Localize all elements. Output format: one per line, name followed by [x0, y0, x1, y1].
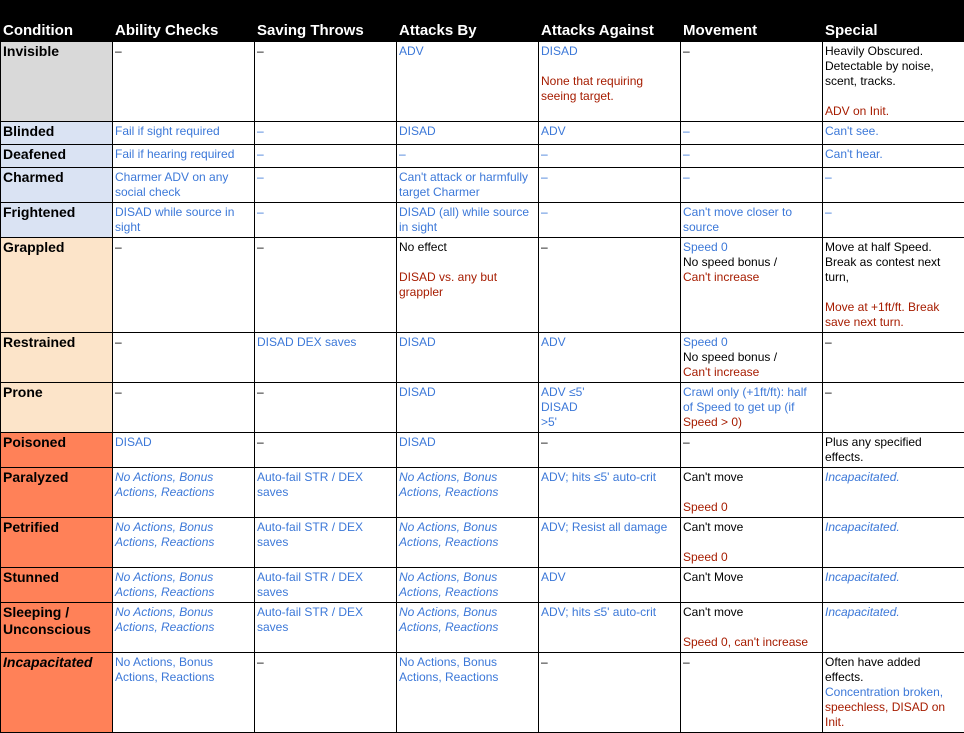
cell-movement — [681, 653, 823, 733]
cell-text: – — [683, 435, 819, 450]
cell-text: No Actions, Bonus Actions, Reactions — [115, 520, 251, 550]
cell-text — [399, 255, 535, 270]
condition-name: Charmed — [1, 168, 113, 203]
cell-text: Move at +1ft/ft. Break save next turn. — [825, 300, 961, 330]
cell-special — [823, 433, 964, 468]
cell-saving-throws — [255, 168, 397, 203]
cell-attacks-by — [397, 518, 539, 568]
cell-text: – — [115, 335, 251, 350]
cell-movement — [681, 333, 823, 383]
cell-movement — [681, 568, 823, 603]
cell-text: No speed bonus / — [683, 255, 819, 270]
cell-text: – — [257, 385, 393, 400]
cell-saving-throws — [255, 122, 397, 145]
table-row — [1, 168, 964, 203]
cell-text: Incapacitated. — [825, 470, 961, 485]
cell-text: No Actions, Bonus Actions, Reactions — [115, 655, 251, 685]
cell-saving-throws — [255, 238, 397, 333]
cell-text: DISAD — [399, 385, 535, 400]
cell-text: Speed 0, can't increase — [683, 635, 819, 650]
table-row — [1, 203, 964, 238]
cell-text: speechless, DISAD on Init. — [825, 700, 961, 730]
cell-text: – — [257, 44, 393, 59]
header-condition: Condition — [1, 1, 113, 42]
cell-text: ADV; hits ≤5' auto-crit — [541, 470, 677, 485]
table-row — [1, 603, 964, 653]
header-row — [1, 1, 964, 42]
cell-movement — [681, 145, 823, 168]
cell-text — [683, 620, 819, 635]
cell-text: Speed 0 — [683, 240, 819, 255]
cell-text: – — [683, 655, 819, 670]
cell-text: Concentration broken, — [825, 685, 961, 700]
cell-text: DISAD DEX saves — [257, 335, 393, 350]
condition-name: Restrained — [1, 333, 113, 383]
cell-text: No Actions, Bonus Actions, Reactions — [399, 520, 535, 550]
cell-ability-checks — [113, 203, 255, 238]
cell-attacks-by — [397, 433, 539, 468]
cell-attacks-by — [397, 122, 539, 145]
cell-text: ADV — [541, 124, 677, 139]
cell-attacks-by — [397, 568, 539, 603]
header-special: Special — [823, 1, 964, 42]
cell-text: No Actions, Bonus Actions, Reactions — [399, 470, 535, 500]
condition-name: Stunned — [1, 568, 113, 603]
cell-movement — [681, 603, 823, 653]
cell-movement — [681, 383, 823, 433]
cell-attacks-against — [539, 568, 681, 603]
cell-text — [825, 285, 961, 300]
cell-ability-checks — [113, 433, 255, 468]
cell-text: ADV — [541, 570, 677, 585]
cell-text: Move at half Speed. Break as contest next turn, — [825, 240, 961, 285]
cell-attacks-against — [539, 468, 681, 518]
cell-text: Incapacitated. — [825, 570, 961, 585]
cell-saving-throws — [255, 42, 397, 122]
condition-name: Sleeping / Unconscious — [1, 603, 113, 653]
condition-name: Deafened — [1, 145, 113, 168]
cell-text: Fail if sight required — [115, 124, 251, 139]
cell-text: – — [825, 170, 961, 185]
cell-text: DISAD — [541, 44, 677, 59]
cell-text: – — [683, 124, 819, 139]
cell-text: Can't increase — [683, 365, 819, 380]
cell-saving-throws — [255, 203, 397, 238]
cell-text: ADV on Init. — [825, 104, 961, 119]
cell-text — [683, 535, 819, 550]
cell-text: Can't move — [683, 605, 819, 620]
cell-text: – — [257, 205, 393, 220]
cell-special — [823, 603, 964, 653]
cell-special — [823, 42, 964, 122]
cell-special — [823, 383, 964, 433]
condition-name: Blinded — [1, 122, 113, 145]
cell-ability-checks — [113, 568, 255, 603]
cell-text: Incapacitated. — [825, 605, 961, 620]
cell-ability-checks — [113, 333, 255, 383]
table-row — [1, 42, 964, 122]
cell-saving-throws — [255, 468, 397, 518]
cell-text: No Actions, Bonus Actions, Reactions — [115, 470, 251, 500]
condition-name: Invisible — [1, 42, 113, 122]
cell-text: >5' — [541, 415, 677, 430]
cell-text: ADV — [399, 44, 535, 59]
cell-text: Charmer ADV on any social check — [115, 170, 251, 200]
cell-attacks-by — [397, 603, 539, 653]
cell-text: – — [257, 435, 393, 450]
cell-text: DISAD — [115, 435, 251, 450]
cell-text: – — [541, 170, 677, 185]
header-movement: Movement — [681, 1, 823, 42]
cell-attacks-by — [397, 468, 539, 518]
cell-movement — [681, 518, 823, 568]
condition-name: Petrified — [1, 518, 113, 568]
table-row — [1, 433, 964, 468]
cell-text: Can't increase — [683, 270, 819, 285]
cell-attacks-by — [397, 168, 539, 203]
cell-attacks-by — [397, 203, 539, 238]
cell-text: Speed 0 — [683, 500, 819, 515]
cell-ability-checks — [113, 238, 255, 333]
cell-text: – — [115, 385, 251, 400]
cell-attacks-against — [539, 42, 681, 122]
condition-name: Grappled — [1, 238, 113, 333]
cell-movement — [681, 203, 823, 238]
cell-ability-checks — [113, 145, 255, 168]
table-row — [1, 568, 964, 603]
cell-text: – — [541, 147, 677, 162]
cell-movement — [681, 433, 823, 468]
cell-saving-throws — [255, 653, 397, 733]
condition-name: Prone — [1, 383, 113, 433]
cell-text: Can't move — [683, 520, 819, 535]
cell-saving-throws — [255, 333, 397, 383]
cell-attacks-by — [397, 238, 539, 333]
table-row — [1, 122, 964, 145]
cell-ability-checks — [113, 383, 255, 433]
cell-attacks-by — [397, 653, 539, 733]
table-row — [1, 653, 964, 733]
condition-name: Incapacitated — [1, 653, 113, 733]
cell-text: Can't move closer to source — [683, 205, 819, 235]
table-row — [1, 145, 964, 168]
table-row — [1, 238, 964, 333]
header-saving-throws: Saving Throws — [255, 1, 397, 42]
cell-text — [683, 485, 819, 500]
cell-ability-checks — [113, 122, 255, 145]
cell-ability-checks — [113, 168, 255, 203]
cell-text — [541, 59, 677, 74]
cell-text: DISAD vs. any but grappler — [399, 270, 535, 300]
table-body — [1, 42, 964, 733]
cell-text: Fail if hearing required — [115, 147, 251, 162]
cell-saving-throws — [255, 433, 397, 468]
cell-saving-throws — [255, 603, 397, 653]
cell-text: – — [683, 44, 819, 59]
cell-text: – — [541, 655, 677, 670]
cell-text — [825, 89, 961, 104]
cell-movement — [681, 238, 823, 333]
cell-attacks-against — [539, 238, 681, 333]
cell-attacks-against — [539, 168, 681, 203]
condition-name: Poisoned — [1, 433, 113, 468]
cell-attacks-by — [397, 333, 539, 383]
cell-attacks-against — [539, 433, 681, 468]
cell-saving-throws — [255, 518, 397, 568]
cell-text: – — [683, 147, 819, 162]
cell-text: No Actions, Bonus Actions, Reactions — [115, 570, 251, 600]
cell-text: DISAD while source in sight — [115, 205, 251, 235]
cell-text: – — [399, 147, 535, 162]
cell-movement — [681, 168, 823, 203]
cell-text: Can't see. — [825, 124, 961, 139]
cell-movement — [681, 468, 823, 518]
cell-special — [823, 568, 964, 603]
table-row — [1, 518, 964, 568]
cell-attacks-against — [539, 603, 681, 653]
cell-text: ADV; Resist all damage — [541, 520, 677, 535]
cell-saving-throws — [255, 145, 397, 168]
cell-text: Heavily Obscured. Detectable by noise, scent, tracks. — [825, 44, 961, 89]
cell-text: – — [825, 205, 961, 220]
cell-text: Can't move — [683, 470, 819, 485]
cell-text: No Actions, Bonus Actions, Reactions — [115, 605, 251, 635]
cell-text: Auto-fail STR / DEX saves — [257, 470, 393, 500]
header-ability-checks: Ability Checks — [113, 1, 255, 42]
cell-attacks-against — [539, 383, 681, 433]
cell-text: – — [541, 205, 677, 220]
cell-special — [823, 468, 964, 518]
cell-text: Speed 0 — [683, 550, 819, 565]
cell-text: Can't attack or harmfully target Charmer — [399, 170, 535, 200]
cell-text: – — [257, 147, 393, 162]
cell-ability-checks — [113, 468, 255, 518]
cell-attacks-against — [539, 518, 681, 568]
cell-text: – — [541, 435, 677, 450]
cell-text: ADV ≤5' — [541, 385, 677, 400]
cell-attacks-against — [539, 122, 681, 145]
cell-text: None that requiring seeing target. — [541, 74, 677, 104]
header-attacks-by: Attacks By — [397, 1, 539, 42]
cell-special — [823, 333, 964, 383]
cell-saving-throws — [255, 383, 397, 433]
cell-text: No Actions, Bonus Actions, Reactions — [399, 570, 535, 600]
cell-attacks-against — [539, 145, 681, 168]
cell-text: Auto-fail STR / DEX saves — [257, 570, 393, 600]
cell-text: DISAD — [399, 124, 535, 139]
cell-text: – — [257, 655, 393, 670]
cell-movement — [681, 122, 823, 145]
cell-special — [823, 168, 964, 203]
cell-text: DISAD — [541, 400, 677, 415]
cell-attacks-against — [539, 333, 681, 383]
cell-text: – — [257, 170, 393, 185]
cell-ability-checks — [113, 518, 255, 568]
cell-special — [823, 203, 964, 238]
cell-attacks-by — [397, 383, 539, 433]
cell-text: – — [825, 385, 961, 400]
condition-name: Frightened — [1, 203, 113, 238]
cell-attacks-by — [397, 145, 539, 168]
table-row — [1, 383, 964, 433]
cell-text: Auto-fail STR / DEX saves — [257, 605, 393, 635]
cell-text: ADV; hits ≤5' auto-crit — [541, 605, 677, 620]
cell-ability-checks — [113, 653, 255, 733]
cell-text: Speed > 0) — [683, 415, 819, 430]
cell-text: – — [683, 170, 819, 185]
cell-text: No Actions, Bonus Actions, Reactions — [399, 655, 535, 685]
cell-text: DISAD — [399, 335, 535, 350]
cell-text: DISAD — [399, 435, 535, 450]
cell-text: Incapacitated. — [825, 520, 961, 535]
cell-text: DISAD (all) while source in sight — [399, 205, 535, 235]
cell-ability-checks — [113, 42, 255, 122]
condition-name: Paralyzed — [1, 468, 113, 518]
cell-text: – — [541, 240, 677, 255]
cell-special — [823, 238, 964, 333]
cell-text: ADV — [541, 335, 677, 350]
cell-text: – — [115, 44, 251, 59]
cell-text: Can't hear. — [825, 147, 961, 162]
cell-text: Auto-fail STR / DEX saves — [257, 520, 393, 550]
cell-text: – — [825, 335, 961, 350]
cell-saving-throws — [255, 568, 397, 603]
cell-text: Crawl only (+1ft/ft): half of Speed to get up (if — [683, 385, 819, 415]
cell-text: – — [115, 240, 251, 255]
cell-text: – — [257, 124, 393, 139]
cell-ability-checks — [113, 603, 255, 653]
cell-special — [823, 653, 964, 733]
cell-text: No effect — [399, 240, 535, 255]
cell-text: No Actions, Bonus Actions, Reactions — [399, 605, 535, 635]
cell-special — [823, 518, 964, 568]
cell-attacks-by — [397, 42, 539, 122]
cell-attacks-against — [539, 203, 681, 238]
cell-text: Speed 0 — [683, 335, 819, 350]
cell-special — [823, 122, 964, 145]
header-attacks-against: Attacks Against — [539, 1, 681, 42]
cell-movement — [681, 42, 823, 122]
cell-attacks-against — [539, 653, 681, 733]
table-row — [1, 468, 964, 518]
cell-text: – — [257, 240, 393, 255]
table-row — [1, 333, 964, 383]
cell-text: Often have added effects. — [825, 655, 961, 685]
cell-text: No speed bonus / — [683, 350, 819, 365]
cell-text: Plus any specified effects. — [825, 435, 961, 465]
cell-special — [823, 145, 964, 168]
cell-text: Can't Move — [683, 570, 819, 585]
